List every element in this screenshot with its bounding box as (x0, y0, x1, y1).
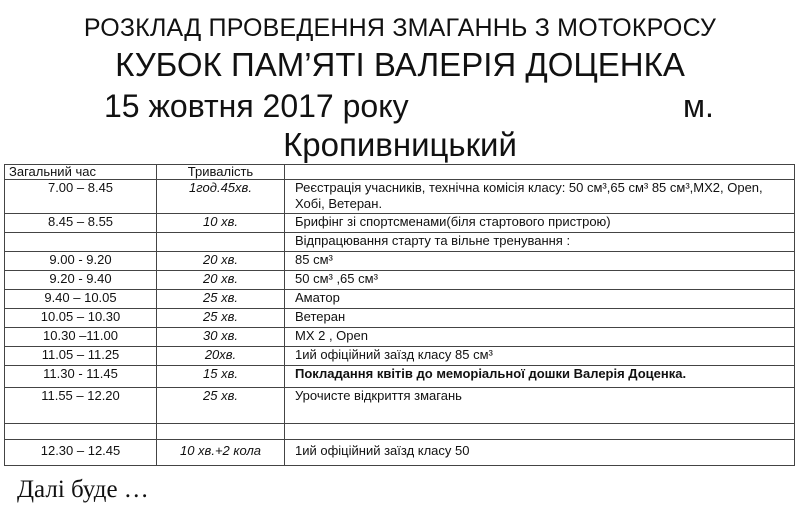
row-duration: 1год.45хв. (157, 180, 285, 214)
row-time: 11.05 – 11.25 (5, 347, 157, 366)
row-time: 11.30 - 11.45 (5, 366, 157, 388)
row-duration: 20хв. (157, 347, 285, 366)
table-row (5, 424, 795, 440)
cup-title: КУБОК ПАМ’ЯТІ ВАЛЕРІЯ ДОЦЕНКА (115, 46, 685, 83)
row-time (5, 424, 157, 440)
table-row (5, 233, 795, 252)
city-prefix: м. (683, 88, 714, 124)
row-event: Ветеран (285, 309, 795, 328)
row-time (5, 233, 157, 252)
column-header-duration: Тривалість (157, 165, 285, 180)
row-duration: 30 хв. (157, 328, 285, 347)
row-duration (157, 424, 285, 440)
row-duration (157, 233, 285, 252)
row-event: Аматор (285, 290, 795, 309)
row-time: 8.45 – 8.55 (5, 214, 157, 233)
table-row (5, 440, 795, 466)
table-row (5, 309, 795, 328)
row-time: 12.30 – 12.45 (5, 440, 157, 466)
row-duration: 25 хв. (157, 388, 285, 424)
table-row (5, 290, 795, 309)
table-row (5, 180, 795, 214)
row-event: 1ий офіційний заїзд класу 85 см³ (285, 347, 795, 366)
table-row (5, 271, 795, 290)
row-event: МХ 2 , Open (285, 328, 795, 347)
row-event: 1ий офіційний заїзд класу 50 (285, 440, 795, 466)
row-duration: 25 хв. (157, 309, 285, 328)
row-time: 9.20 - 9.40 (5, 271, 157, 290)
column-header-event (285, 165, 795, 180)
table-row (5, 388, 795, 424)
row-time: 10.30 –11.00 (5, 328, 157, 347)
row-time: 9.00 - 9.20 (5, 252, 157, 271)
table-row (5, 328, 795, 347)
row-duration: 20 хв. (157, 252, 285, 271)
row-event (285, 424, 795, 440)
continued-note: Далі буде … (17, 476, 149, 503)
row-event: 85 см³ (285, 252, 795, 271)
row-time: 9.40 – 10.05 (5, 290, 157, 309)
row-event: Відпрацювання старту та вільне тренування : (285, 233, 795, 252)
row-duration: 10 хв. (157, 214, 285, 233)
schedule-title: РОЗКЛАД ПРОВЕДЕННЯ ЗМАГАННЬ З МОТОКРОСУ (83, 14, 717, 42)
table-row (5, 252, 795, 271)
table-row (5, 366, 795, 388)
row-duration: 25 хв. (157, 290, 285, 309)
city-name: Кропивницький (283, 126, 517, 163)
table-header-row (5, 165, 795, 180)
row-event: Урочисте відкриття змагань (285, 388, 795, 424)
table-row (5, 214, 795, 233)
row-duration: 15 хв. (157, 366, 285, 388)
row-event: Брифінг зі спортсменами(біля стартового пристрою) (285, 214, 795, 233)
table-row (5, 347, 795, 366)
row-time: 10.05 – 10.30 (5, 309, 157, 328)
event-date: 15 жовтня 2017 року (104, 88, 409, 124)
column-header-time: Загальний час (5, 165, 157, 180)
row-time: 7.00 – 8.45 (5, 180, 157, 214)
row-duration: 10 хв.+2 кола (157, 440, 285, 466)
row-event: 50 см³ ,65 см³ (285, 271, 795, 290)
row-event: Реєстрація учасників, технічна комісія класу: 50 см³,65 см³ 85 см³,МХ2, Open, Хобі, Ветеран. (285, 180, 795, 214)
row-time: 11.55 – 12.20 (5, 388, 157, 424)
row-duration: 20 хв. (157, 271, 285, 290)
row-event: Покладання квітів до меморіальної дошки Валерія Доценка. (285, 366, 795, 388)
schedule-table (4, 164, 795, 466)
